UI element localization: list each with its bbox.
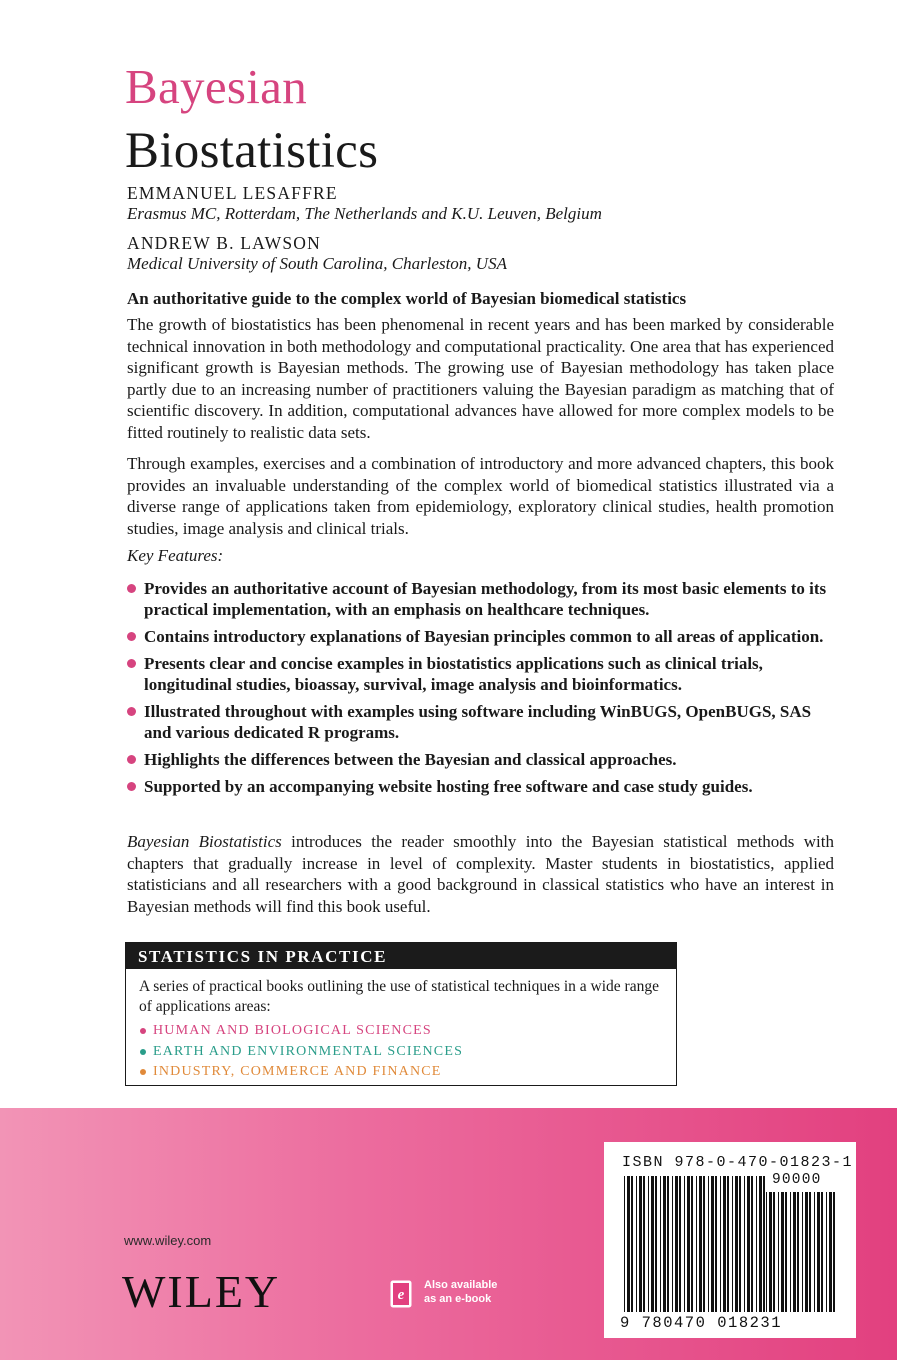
publisher-url[interactable]: www.wiley.com <box>124 1233 212 1248</box>
barcode-addon <box>766 1192 840 1316</box>
title-line-1: Bayesian <box>125 59 308 114</box>
bullet-icon <box>127 632 136 641</box>
series-area-item: INDUSTRY, COMMERCE AND FINANCE <box>139 1062 463 1083</box>
ebook-note: Also available as an e-book <box>424 1279 498 1305</box>
barcode-bar <box>747 1176 750 1312</box>
bullet-icon <box>127 755 136 764</box>
barcode-bar <box>675 1176 678 1312</box>
barcode-digits: 9 780470 018231 <box>620 1314 783 1332</box>
dot-icon <box>140 1049 146 1055</box>
price-code: 90000 <box>772 1172 822 1188</box>
barcode-bar <box>821 1192 823 1312</box>
footer-band <box>0 1108 897 1360</box>
barcode-bar <box>793 1192 796 1312</box>
feature-item: Highlights the differences between the Bayesian and classical approaches. <box>127 749 827 770</box>
feature-item: Supported by an accompanying website hosting free software and case study guides. <box>127 776 827 797</box>
barcode-bar <box>756 1176 757 1312</box>
key-features-list <box>127 578 827 803</box>
publisher-logo: WILEY <box>122 1266 281 1317</box>
closing-book-title: Bayesian Biostatistics <box>127 832 282 851</box>
barcode-bar <box>802 1192 803 1312</box>
barcode-bar <box>684 1176 685 1312</box>
barcode-bar <box>727 1176 729 1312</box>
barcode-bar <box>778 1192 779 1312</box>
barcode-bar <box>809 1192 811 1312</box>
barcode-bar <box>651 1176 654 1312</box>
series-heading: STATISTICS IN PRACTICE <box>126 943 676 969</box>
barcode-bar <box>691 1176 693 1312</box>
barcode-bar <box>797 1192 799 1312</box>
series-box <box>125 942 677 1086</box>
barcode-bar <box>631 1176 633 1312</box>
barcode-bar <box>696 1176 697 1312</box>
barcode-bar <box>739 1176 741 1312</box>
e-book-icon <box>390 1280 412 1308</box>
barcode-bar <box>648 1176 649 1312</box>
barcode-bar <box>627 1176 630 1312</box>
title-line-2: Biostatistics <box>125 123 379 179</box>
barcode-bar <box>732 1176 733 1312</box>
barcode-bar <box>711 1176 714 1312</box>
closing-text: introduces the reader smoothly into the Bayesian statistical methods with chapters that gradually increase in level of complexity. Master students in biostatistics, applied statisticians and all researchers with a good background in classical statistics who have an interest in Bayesian methods will find this book useful. <box>127 832 834 916</box>
bullet-icon <box>127 782 136 791</box>
barcode-bar <box>660 1176 661 1312</box>
barcode-bar <box>785 1192 787 1312</box>
barcode-bar <box>744 1176 745 1312</box>
barcode-bar <box>643 1176 645 1312</box>
barcode-bar <box>667 1176 669 1312</box>
barcode-bar <box>781 1192 784 1312</box>
dot-icon <box>140 1069 146 1075</box>
author-affiliation-2: Medical University of South Carolina, Charleston, USA <box>127 254 507 273</box>
series-description: A series of practical books outlining the use of statistical techniques in a wide range of applications areas: <box>139 978 659 1015</box>
barcode-bar <box>826 1192 827 1312</box>
barcode-bar <box>639 1176 642 1312</box>
barcode-bar <box>663 1176 666 1312</box>
barcode-bar <box>679 1176 681 1312</box>
barcode-main <box>624 1176 766 1316</box>
barcode-bar <box>655 1176 657 1312</box>
barcode-bar <box>766 1192 767 1312</box>
barcode-bar <box>817 1192 820 1312</box>
barcode-bar <box>759 1176 762 1312</box>
description-paragraph-2: Through examples, exercises and a combination of introductory and more advanced chapters, this book provides an invaluable understanding of the complex world of biomedical statistics illustrated via a diverse range of applications taken from epidemiology, exploratory clinical studies, health promotion studies, image analysis and clinical trials. <box>127 454 834 538</box>
barcode-bar <box>833 1192 835 1312</box>
lead-statement: An authoritative guide to the complex world of Bayesian biomedical statistics <box>127 289 687 308</box>
bullet-icon <box>127 659 136 668</box>
bullet-icon <box>127 707 136 716</box>
barcode-bar <box>769 1192 772 1312</box>
bullet-icon <box>127 584 136 593</box>
barcode-bar <box>773 1192 775 1312</box>
series-area-item: EARTH AND ENVIRONMENTAL SCIENCES <box>139 1042 463 1063</box>
author-affiliation-1: Erasmus MC, Rotterdam, The Netherlands and K.U. Leuven, Belgium <box>127 204 602 223</box>
barcode-bar <box>723 1176 726 1312</box>
feature-item: Contains introductory explanations of Bayesian principles common to all areas of application. <box>127 626 827 647</box>
description-paragraph-1: The growth of biostatistics has been phenomenal in recent years and has been marked by considerable technical innovation in both methodology and computational practicality. One area that has experienced significant growth is Bayesian methods. The growing use of Bayesian methodology has taken place partly due to an increasing number of practitioners valuing the Bayesian paradigm as matching that of scientific discovery. In addition, computational advances have allowed for more complex models to be fitted routinely to realistic data sets. <box>127 315 834 442</box>
barcode-bar <box>814 1192 815 1312</box>
isbn-label: ISBN 978-0-470-01823-1 <box>622 1154 854 1171</box>
barcode-bar <box>715 1176 717 1312</box>
barcode-bar <box>687 1176 690 1312</box>
svg-text:e: e <box>397 1287 405 1303</box>
barcode-bar <box>699 1176 702 1312</box>
barcode-bar <box>672 1176 673 1312</box>
series-area-item: HUMAN AND BIOLOGICAL SCIENCES <box>139 1021 463 1042</box>
closing-paragraph <box>127 831 834 917</box>
series-areas-list <box>139 1021 463 1083</box>
barcode-bar <box>703 1176 705 1312</box>
barcode-bar <box>624 1176 625 1312</box>
barcode-bar <box>636 1176 637 1312</box>
barcode-bar <box>829 1192 832 1312</box>
author-name-2: ANDREW B. LAWSON <box>127 233 321 253</box>
barcode-bar <box>751 1176 753 1312</box>
barcode-panel <box>604 1142 856 1338</box>
feature-item: Presents clear and concise examples in biostatistics applications such as clinical trials, longitudinal studies, bioassay, survival, image analysis and bioinformatics. <box>127 653 827 695</box>
barcode-bar <box>763 1176 765 1312</box>
barcode-bar <box>805 1192 808 1312</box>
dot-icon <box>140 1028 146 1034</box>
barcode-bar <box>735 1176 738 1312</box>
feature-item: Provides an authoritative account of Bayesian methodology, from its most basic elements to its practical implementation, with an emphasis on healthcare techniques. <box>127 578 827 620</box>
barcode-bar <box>708 1176 709 1312</box>
barcode-bar <box>790 1192 791 1312</box>
key-features-label: Key Features: <box>127 546 224 565</box>
feature-item: Illustrated throughout with examples using software including WinBUGS, OpenBUGS, SAS and various dedicated R programs. <box>127 701 827 743</box>
author-name-1: EMMANUEL LESAFFRE <box>127 183 338 203</box>
barcode-bar <box>720 1176 721 1312</box>
